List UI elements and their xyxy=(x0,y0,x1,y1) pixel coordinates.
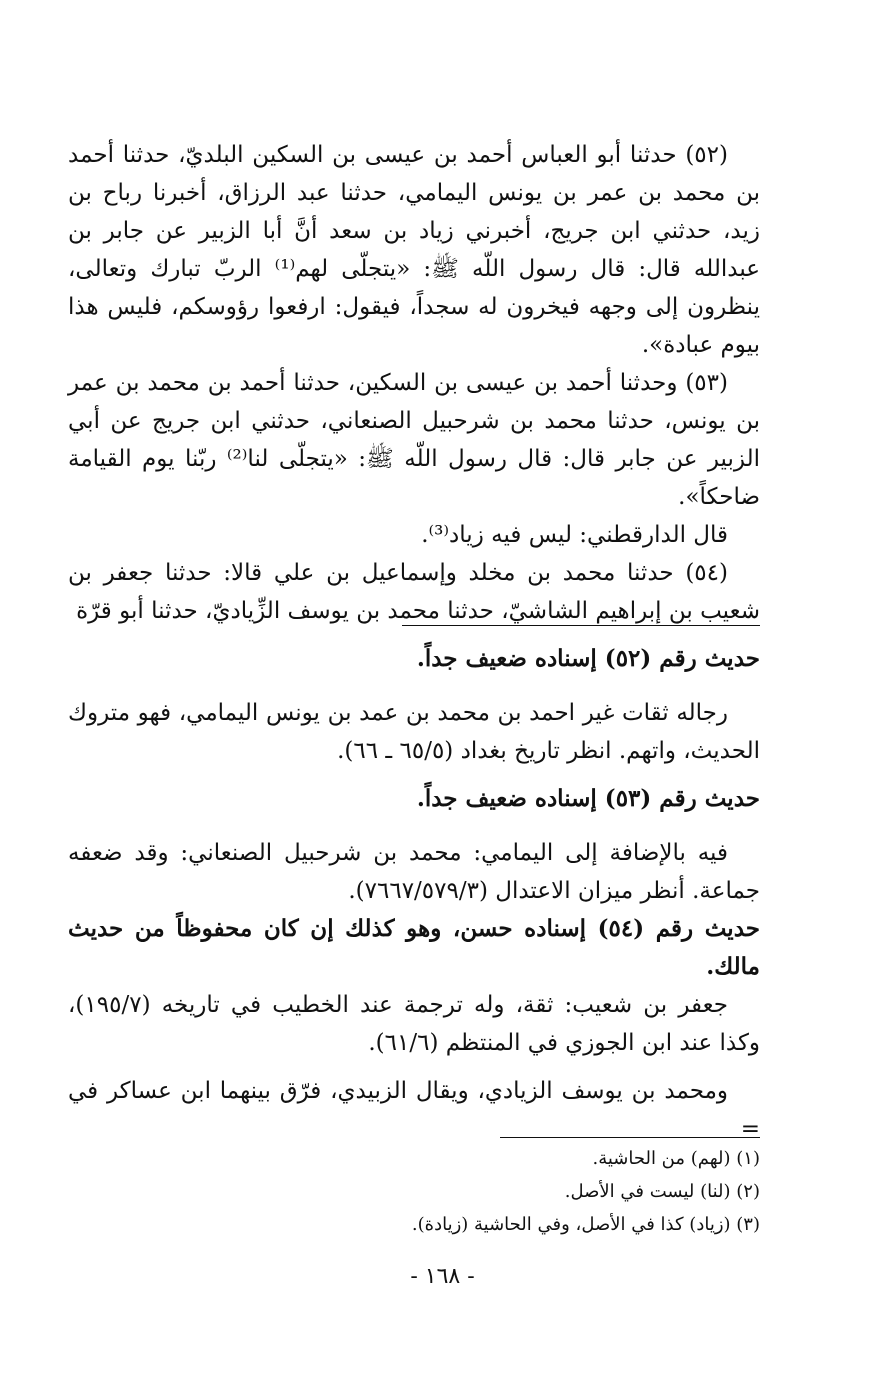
footnotes xyxy=(300,1142,760,1241)
daraqutni-note: قال الدارقطني: ليس فيه زياد⁽³⁾. xyxy=(421,522,728,548)
hadith-52: (٥٢) حدثنا أبو العباس أحمد بن عيسى بن السكين البلديّ، حدثنا أحمد بن محمد بن عمر بن يونس اليمامي، حدثنا عبد الرزاق، أخبرنا رباح بن زيد، حدثني ابن جريج، أخبرني زياد بن سعد أنَّ أبا الزبير عن جابر بن عبدالله قال: قال رسول اللّه ﷺ: «يتجلّى لهم⁽¹⁾ الربّ تبارك وتعالى، ينظرون إلى وجهه فيخرون له سجداً، فيقول: ارفعوا رؤوسكم، فليس هذا بيوم عبادة». xyxy=(68,142,760,358)
commentary-heading-52: حديث رقم (٥٢) إسناده ضعيف جداً. xyxy=(416,645,760,672)
footnote-1: (١) (لهم) من الحاشية. xyxy=(592,1148,760,1169)
footnote-2: (٢) (لنا) ليست في الأصل. xyxy=(564,1181,760,1202)
commentary-52: رجاله ثقات غير احمد بن محمد بن عمد بن يونس اليمامي، فهو متروك الحديث، واتهم. انظر تاريخ بغداد (٦٥/٥ ـ ٦٦). xyxy=(68,700,760,764)
page-number: - ١٦٨ - xyxy=(410,1264,475,1289)
commentary-54-b: ومحمد بن يوسف الزيادي، ويقال الزبيدي، فرّق بينهما ابن عساكر في = xyxy=(68,1078,760,1142)
hadith-text-section-2 xyxy=(68,364,760,630)
hadith-54: (٥٤) حدثنا محمد بن مخلد وإسماعيل بن علي قالا: حدثنا جعفر بن شعيب بن إبراهيم الشاشيّ، حدثنا محمد بن يوسف الزِّياديّ، حدثنا أبو قرّة xyxy=(68,560,760,624)
hadith-text-section xyxy=(68,136,760,364)
commentary-heading-54: حديث رقم (٥٤) إسناده حسن، وهو كذلك إن كان محفوظاً من حديث مالك. xyxy=(68,915,760,980)
commentary-section xyxy=(68,630,760,1148)
commentary-divider xyxy=(402,625,760,626)
footnote-3: (٣) (زياد) كذا في الأصل، وفي الحاشية (زيادة). xyxy=(411,1214,760,1235)
footnote-divider xyxy=(500,1137,760,1138)
hadith-53: (٥٣) وحدثنا أحمد بن عيسى بن السكين، حدثنا أحمد بن محمد بن عمر بن يونس، حدثنا محمد بن شرحبيل الصنعاني، حدثني ابن جريج عن أبي الزبير عن جابر قال: قال رسول اللّه ﷺ: «يتجلّى لنا⁽²⁾ ربّنا يوم القيامة ضاحكاً». xyxy=(68,370,760,510)
commentary-53: فيه بالإضافة إلى اليمامي: محمد بن شرحبيل الصنعاني: وقد ضعفه جماعة. أنظر ميزان الاعتدال (٧٦٦٧/٥٧٩/٣). xyxy=(68,840,760,904)
commentary-54-a: جعفر بن شعيب: ثقة، وله ترجمة عند الخطيب في تاريخه (١٩٥/٧)، وكذا عند ابن الجوزي في المنتظم (٦١/٦). xyxy=(68,992,760,1056)
commentary-heading-53: حديث رقم (٥٣) إسناده ضعيف جداً. xyxy=(416,785,760,812)
